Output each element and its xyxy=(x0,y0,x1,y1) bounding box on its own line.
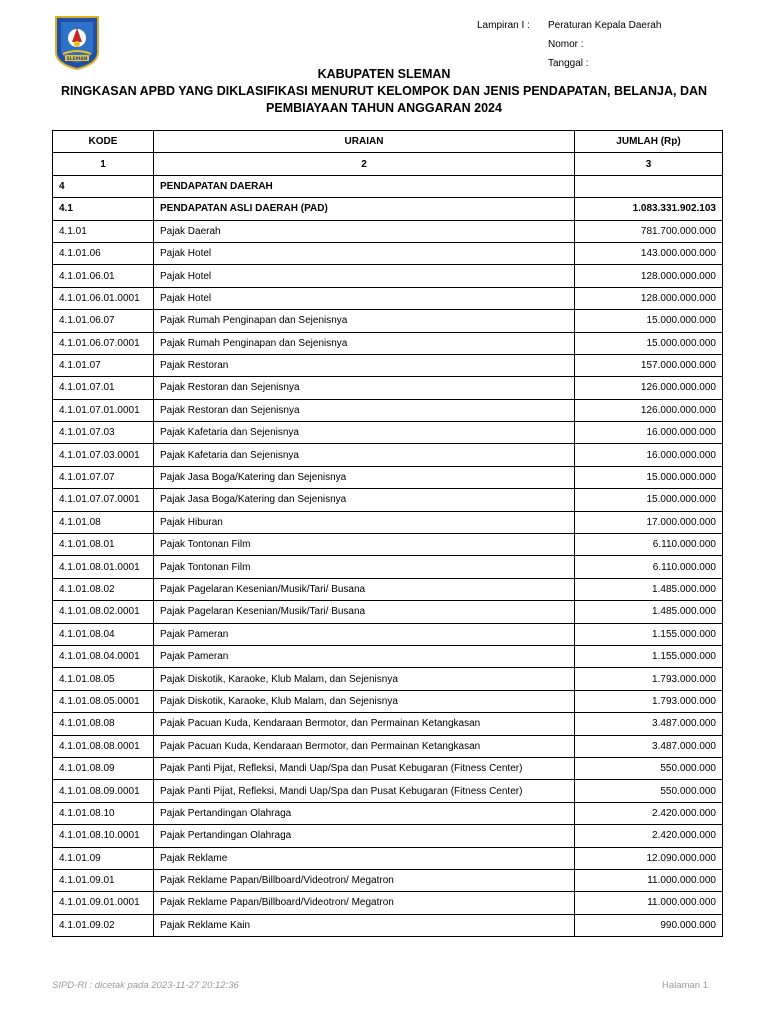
table-row xyxy=(53,713,723,735)
row-kode: 4.1.01.09 xyxy=(53,847,154,869)
row-uraian: Pajak Tontonan Film xyxy=(154,556,575,578)
sleman-emblem-logo xyxy=(52,14,102,70)
table-body xyxy=(53,175,723,936)
lampiran-value: Peraturan Kepala Daerah xyxy=(548,20,662,31)
row-kode: 4.1.01.08.01 xyxy=(53,534,154,556)
table-row xyxy=(53,690,723,712)
row-uraian: Pajak Reklame Papan/Billboard/Videotron/ Megatron xyxy=(154,892,575,914)
header-uraian: URAIAN xyxy=(154,131,575,153)
svg-text:SLEMAN: SLEMAN xyxy=(66,57,88,62)
row-kode: 4.1.01.09.01.0001 xyxy=(53,892,154,914)
table-row xyxy=(53,780,723,802)
row-uraian: Pajak Pacuan Kuda, Kendaraan Bermotor, dan Permainan Ketangkasan xyxy=(154,713,575,735)
row-uraian: Pajak Reklame xyxy=(154,847,575,869)
row-uraian: Pajak Hotel xyxy=(154,242,575,264)
table-row xyxy=(53,511,723,533)
row-kode: 4.1.01.09.01 xyxy=(53,869,154,891)
row-jumlah: 15.000.000.000 xyxy=(575,310,723,332)
row-jumlah: 16.000.000.000 xyxy=(575,422,723,444)
table-row xyxy=(53,869,723,891)
row-jumlah: 1.485.000.000 xyxy=(575,578,723,600)
lampiran-label: Lampiran I : xyxy=(477,20,530,31)
row-jumlah: 1.793.000.000 xyxy=(575,690,723,712)
nomor-label: Nomor : xyxy=(548,39,584,50)
row-jumlah: 15.000.000.000 xyxy=(575,466,723,488)
row-uraian: PENDAPATAN ASLI DAERAH (PAD) xyxy=(154,198,575,220)
row-jumlah: 2.420.000.000 xyxy=(575,802,723,824)
row-kode: 4.1.01.07.03 xyxy=(53,422,154,444)
row-kode: 4.1.01.08.05.0001 xyxy=(53,690,154,712)
row-jumlah: 550.000.000 xyxy=(575,780,723,802)
row-jumlah: 2.420.000.000 xyxy=(575,825,723,847)
row-jumlah: 6.110.000.000 xyxy=(575,556,723,578)
row-kode: 4.1.01.08.04.0001 xyxy=(53,645,154,667)
row-kode: 4.1.01.08.08 xyxy=(53,713,154,735)
document-title-line-2: RINGKASAN APBD YANG DIKLASIFIKASI MENURUT KELOMPOK DAN JENIS PENDAPATAN, BELANJA, DAN xyxy=(60,84,708,98)
table-row xyxy=(53,534,723,556)
table-row xyxy=(53,757,723,779)
table-row xyxy=(53,354,723,376)
row-kode: 4.1.01.07.01 xyxy=(53,377,154,399)
row-uraian: Pajak Pagelaran Kesenian/Musik/Tari/ Busana xyxy=(154,578,575,600)
table-row xyxy=(53,198,723,220)
row-jumlah: 6.110.000.000 xyxy=(575,534,723,556)
row-jumlah: 12.090.000.000 xyxy=(575,847,723,869)
table-row xyxy=(53,422,723,444)
row-kode: 4.1.01.07.01.0001 xyxy=(53,399,154,421)
row-jumlah: 1.485.000.000 xyxy=(575,601,723,623)
row-uraian: Pajak Jasa Boga/Katering dan Sejenisnya xyxy=(154,489,575,511)
table-row xyxy=(53,466,723,488)
row-uraian: Pajak Pacuan Kuda, Kendaraan Bermotor, dan Permainan Ketangkasan xyxy=(154,735,575,757)
row-uraian: Pajak Restoran dan Sejenisnya xyxy=(154,399,575,421)
row-kode: 4.1.01.08.09 xyxy=(53,757,154,779)
row-kode: 4.1 xyxy=(53,198,154,220)
row-uraian: Pajak Jasa Boga/Katering dan Sejenisnya xyxy=(154,466,575,488)
row-uraian: Pajak Pertandingan Olahraga xyxy=(154,802,575,824)
row-kode: 4.1.01.07.07.0001 xyxy=(53,489,154,511)
row-jumlah: 16.000.000.000 xyxy=(575,444,723,466)
table-row xyxy=(53,220,723,242)
row-kode: 4.1.01.06.07.0001 xyxy=(53,332,154,354)
column-index-row xyxy=(53,153,723,175)
row-kode: 4.1.01.08.10 xyxy=(53,802,154,824)
row-jumlah: 11.000.000.000 xyxy=(575,892,723,914)
row-uraian: Pajak Panti Pijat, Refleksi, Mandi Uap/Spa dan Pusat Kebugaran (Fitness Center) xyxy=(154,757,575,779)
column-index-2: 2 xyxy=(154,153,575,175)
row-uraian: Pajak Rumah Penginapan dan Sejenisnya xyxy=(154,332,575,354)
row-jumlah xyxy=(575,175,723,197)
row-uraian: Pajak Kafetaria dan Sejenisnya xyxy=(154,444,575,466)
print-timestamp: SIPD-RI : dicetak pada 2023-11-27 20:12:36 xyxy=(52,980,239,991)
row-uraian: Pajak Pameran xyxy=(154,645,575,667)
row-uraian: Pajak Restoran dan Sejenisnya xyxy=(154,377,575,399)
row-uraian: Pajak Rumah Penginapan dan Sejenisnya xyxy=(154,310,575,332)
row-kode: 4.1.01.08.08.0001 xyxy=(53,735,154,757)
table-row xyxy=(53,332,723,354)
row-jumlah: 17.000.000.000 xyxy=(575,511,723,533)
table-header-row xyxy=(53,131,723,153)
table-row xyxy=(53,399,723,421)
row-kode: 4.1.01.08 xyxy=(53,511,154,533)
row-jumlah: 157.000.000.000 xyxy=(575,354,723,376)
row-jumlah: 11.000.000.000 xyxy=(575,869,723,891)
row-uraian: Pajak Daerah xyxy=(154,220,575,242)
column-index-3: 3 xyxy=(575,153,723,175)
column-index-1: 1 xyxy=(53,153,154,175)
row-jumlah: 1.793.000.000 xyxy=(575,668,723,690)
row-jumlah: 781.700.000.000 xyxy=(575,220,723,242)
row-jumlah: 1.155.000.000 xyxy=(575,623,723,645)
table-row xyxy=(53,825,723,847)
attachment-info xyxy=(477,16,661,73)
header-jumlah: JUMLAH (Rp) xyxy=(575,131,723,153)
budget-summary-table xyxy=(52,130,723,937)
table-row xyxy=(53,310,723,332)
table-row xyxy=(53,175,723,197)
row-jumlah: 128.000.000.000 xyxy=(575,287,723,309)
table-row xyxy=(53,556,723,578)
row-kode: 4.1.01.06.07 xyxy=(53,310,154,332)
row-uraian: Pajak Hiburan xyxy=(154,511,575,533)
table-row xyxy=(53,578,723,600)
row-uraian: Pajak Pagelaran Kesenian/Musik/Tari/ Busana xyxy=(154,601,575,623)
table-row xyxy=(53,444,723,466)
row-jumlah: 550.000.000 xyxy=(575,757,723,779)
row-uraian: Pajak Reklame Kain xyxy=(154,914,575,936)
table-row xyxy=(53,847,723,869)
row-kode: 4.1.01.08.02 xyxy=(53,578,154,600)
row-jumlah: 3.487.000.000 xyxy=(575,713,723,735)
row-uraian: PENDAPATAN DAERAH xyxy=(154,175,575,197)
row-jumlah: 128.000.000.000 xyxy=(575,265,723,287)
row-kode: 4.1.01.08.09.0001 xyxy=(53,780,154,802)
row-kode: 4.1.01.06 xyxy=(53,242,154,264)
row-jumlah: 990.000.000 xyxy=(575,914,723,936)
table-row xyxy=(53,377,723,399)
row-kode: 4.1.01 xyxy=(53,220,154,242)
table-row xyxy=(53,914,723,936)
header-kode: KODE xyxy=(53,131,154,153)
row-kode: 4.1.01.07 xyxy=(53,354,154,376)
row-jumlah: 1.083.331.902.103 xyxy=(575,198,723,220)
row-uraian: Pajak Hotel xyxy=(154,265,575,287)
tanggal-label: Tanggal : xyxy=(548,58,589,69)
row-uraian: Pajak Diskotik, Karaoke, Klub Malam, dan Sejenisnya xyxy=(154,690,575,712)
table-row xyxy=(53,802,723,824)
row-kode: 4.1.01.08.04 xyxy=(53,623,154,645)
row-jumlah: 1.155.000.000 xyxy=(575,645,723,667)
row-uraian: Pajak Reklame Papan/Billboard/Videotron/ Megatron xyxy=(154,869,575,891)
table-row xyxy=(53,489,723,511)
table-row xyxy=(53,645,723,667)
table-row xyxy=(53,601,723,623)
row-jumlah: 126.000.000.000 xyxy=(575,399,723,421)
row-jumlah: 3.487.000.000 xyxy=(575,735,723,757)
row-uraian: Pajak Pameran xyxy=(154,623,575,645)
row-kode: 4.1.01.06.01 xyxy=(53,265,154,287)
row-kode: 4.1.01.08.02.0001 xyxy=(53,601,154,623)
document-title-line-3: PEMBIAYAAN TAHUN ANGGARAN 2024 xyxy=(266,101,502,115)
row-kode: 4 xyxy=(53,175,154,197)
row-jumlah: 126.000.000.000 xyxy=(575,377,723,399)
row-uraian: Pajak Panti Pijat, Refleksi, Mandi Uap/Spa dan Pusat Kebugaran (Fitness Center) xyxy=(154,780,575,802)
row-kode: 4.1.01.07.03.0001 xyxy=(53,444,154,466)
table-row xyxy=(53,287,723,309)
table-row xyxy=(53,242,723,264)
row-uraian: Pajak Pertandingan Olahraga xyxy=(154,825,575,847)
document-title-regency: KABUPATEN SLEMAN xyxy=(317,67,451,81)
row-kode: 4.1.01.08.05 xyxy=(53,668,154,690)
row-uraian: Pajak Diskotik, Karaoke, Klub Malam, dan Sejenisnya xyxy=(154,668,575,690)
row-kode: 4.1.01.08.01.0001 xyxy=(53,556,154,578)
row-kode: 4.1.01.08.10.0001 xyxy=(53,825,154,847)
row-jumlah: 15.000.000.000 xyxy=(575,489,723,511)
row-uraian: Pajak Restoran xyxy=(154,354,575,376)
table-row xyxy=(53,668,723,690)
row-uraian: Pajak Hotel xyxy=(154,287,575,309)
row-uraian: Pajak Kafetaria dan Sejenisnya xyxy=(154,422,575,444)
table-row xyxy=(53,623,723,645)
row-jumlah: 143.000.000.000 xyxy=(575,242,723,264)
table-row xyxy=(53,735,723,757)
row-kode: 4.1.01.06.01.0001 xyxy=(53,287,154,309)
table-row xyxy=(53,892,723,914)
row-kode: 4.1.01.09.02 xyxy=(53,914,154,936)
table-row xyxy=(53,265,723,287)
row-jumlah: 15.000.000.000 xyxy=(575,332,723,354)
row-uraian: Pajak Tontonan Film xyxy=(154,534,575,556)
row-kode: 4.1.01.07.07 xyxy=(53,466,154,488)
page-number: Halaman 1 xyxy=(662,980,708,991)
